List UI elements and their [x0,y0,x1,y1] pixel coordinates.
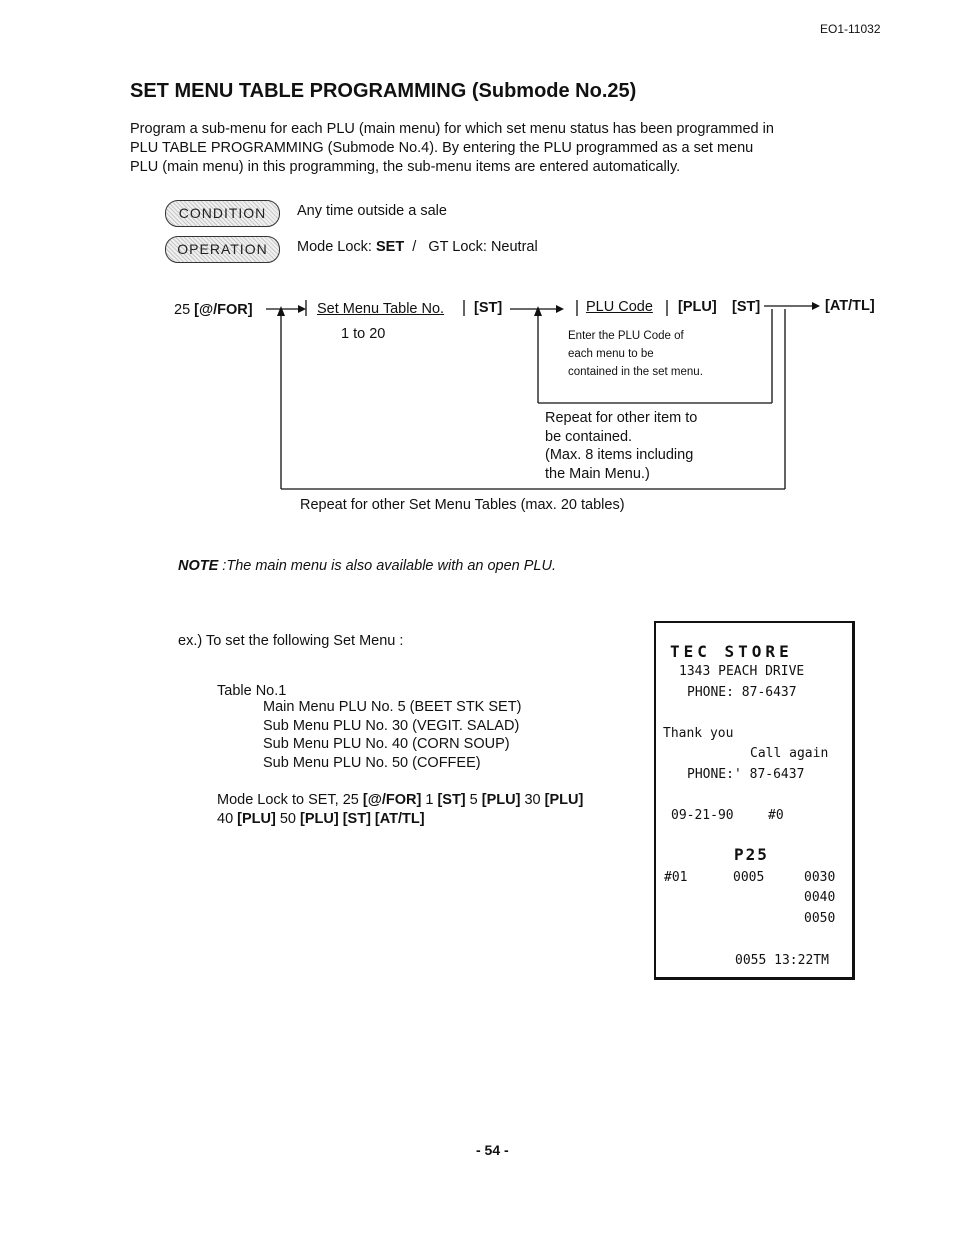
example-item: Main Menu PLU No. 5 (BEET STK SET) [263,699,522,715]
seq-text: 50 [275,810,301,827]
flow-start [174,302,253,318]
seq-key: [PLU] [ST] [AT/TL] [300,810,425,827]
example-intro: ex.) To set the following Set Menu : [178,633,404,649]
flow-st-key-2: [ST] [732,299,761,315]
seq-key: [ST] [437,792,466,808]
flow-st-key: [ST] [474,300,503,316]
intro-line: PLU (main menu) in this programming, the sub-menu items are entered automatically. [130,159,681,175]
repeat-item-line: Repeat for other item to [545,410,698,426]
flow-for-key: [@/FOR] [194,302,253,318]
receipt-footer: 0055 13:22TM [735,953,829,968]
example-items [263,698,521,772]
intro-paragraph [130,120,842,177]
receipt-sub-plu: 0040 [804,890,836,905]
receipt-table-no: #01 [664,870,688,885]
receipt-thanks: Thank you [663,726,734,741]
receipt-number: #0 [768,808,784,823]
repeat-item-note [545,409,697,483]
plu-code-label: PLU Code [586,299,653,315]
page-number: - 54 - [476,1142,509,1158]
receipt-call-again: Call again [750,746,829,761]
seq-text: Mode Lock to SET, 25 [217,792,363,808]
receipt-address: 1343 PEACH DRIVE [679,664,805,679]
note [178,558,556,574]
example-item: Sub Menu PLU No. 50 (COFFEE) [263,754,481,771]
gt-lock-text: / GT Lock: Neutral [404,239,538,255]
operation-badge: OPERATION [165,236,280,263]
example-sequence-line-1 [217,791,583,810]
flow-start-number: 25 [174,302,195,318]
seq-text: 5 [465,792,482,808]
flow-plu-key: [PLU] [678,299,717,315]
flow-attl-key: [AT/TL] [825,298,875,314]
seq-key: [@/FOR] [362,792,422,808]
condition-text: Any time outside a sale [297,203,447,219]
intro-line: PLU TABLE PROGRAMMING (Submode No.4). By entering the PLU programmed as a set menu [130,140,754,156]
repeat-item-line: (Max. 8 items including [545,447,694,463]
note-text: :The main menu is also available with an open PLU. [218,558,556,574]
document-id: EO1-11032 [820,22,881,36]
seq-text: 30 [520,792,545,808]
repeat-item-line: be contained. [545,428,633,445]
example-table: Table No.1 [217,683,287,699]
mode-lock-label: Mode Lock: [297,239,376,255]
seq-text: 1 [421,792,438,808]
note-label: NOTE [178,558,219,574]
receipt-sub-plu: 0050 [804,911,836,926]
example-sequence-line-2 [217,810,583,829]
receipt-main-plu: 0005 [733,870,765,885]
table-range: 1 to 20 [341,326,386,342]
plu-code-note-line: each menu to be [568,348,654,360]
plu-code-note-line: contained in the set menu. [568,366,703,378]
mode-lock-value: SET [376,239,405,255]
repeat-item-line: the Main Menu.) [545,465,650,482]
plu-code-note-line: Enter the PLU Code of [568,330,684,342]
seq-key: [PLU] [544,792,584,808]
intro-line: Program a sub-menu for each PLU (main menu) for which set menu status has been programmed in [130,121,774,137]
seq-key: [PLU] [481,792,521,808]
receipt-sub-plu: 0030 [804,870,836,885]
seq-key: [PLU] [237,810,276,827]
example-item: Sub Menu PLU No. 30 (VEGIT. SALAD) [263,717,520,734]
condition-badge: CONDITION [165,200,280,227]
receipt-date: 09-21-90 [671,808,734,823]
plu-code-note [568,327,703,381]
receipt-phone-2: PHONE:' 87-6437 [687,767,805,782]
example-sequence [217,791,583,828]
receipt-store-name: TEC STORE [670,642,793,661]
receipt-mode: P25 [734,845,769,864]
section-title: SET MENU TABLE PROGRAMMING (Submode No.25) [130,80,637,102]
example-item: Sub Menu PLU No. 40 (CORN SOUP) [263,736,510,752]
set-menu-table-no-label: Set Menu Table No. [317,301,445,317]
seq-text: 40 [217,810,238,827]
repeat-table-note: Repeat for other Set Menu Tables (max. 20 tables) [300,497,625,513]
operation-text [297,239,538,255]
receipt-phone: PHONE: 87-6437 [687,685,797,700]
